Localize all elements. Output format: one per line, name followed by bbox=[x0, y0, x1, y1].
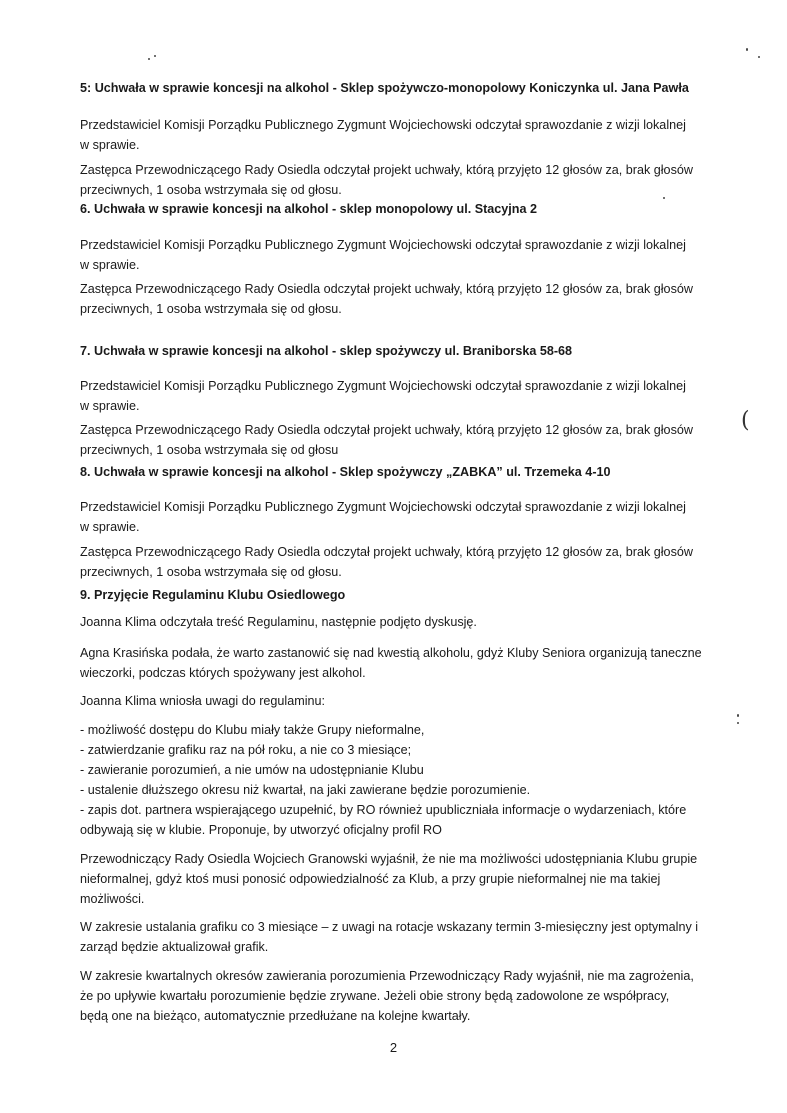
grafik-paragraph-line2: zarząd będzie aktualizował grafik. bbox=[80, 940, 269, 954]
section-7-vote-line2: przeciwnych, 1 osoba wstrzymała się od głosu bbox=[80, 443, 339, 457]
remark-item: - zapis dot. partnera wspierającego uzupełnić, by RO również upubliczniała informacje o wydarzeniach, które bbox=[80, 803, 687, 817]
section-8-report-line1: Przedstawiciel Komisji Porządku Publicznego Zygmunt Wojciechowski odczytał sprawozdanie z wizji lokalnej bbox=[80, 500, 686, 514]
scan-speck bbox=[148, 58, 150, 60]
granowski-paragraph-line2: nieformalnej, gdyż ktoś musi ponosić odpowiedzialność za Klub, a przy grupie nieformalnej nie ma takiej bbox=[80, 872, 661, 886]
kwartal-paragraph-line1: W zakresie kwartalnych okresów zawierania porozumienia Przewodniczący Rady wyjaśnił, nie ma zagrożenia, bbox=[80, 969, 694, 983]
krasinska-paragraph-line1: Agna Krasińska podała, że warto zastanowić się nad kwestią alkoholu, gdyż Kluby Seniora organizują taneczne bbox=[80, 646, 702, 660]
remark-item: - możliwość dostępu do Klubu miały także Grupy nieformalne, bbox=[80, 723, 425, 737]
section-8-vote-line2: przeciwnych, 1 osoba wstrzymała się od głosu. bbox=[80, 565, 342, 579]
grafik-paragraph-line1: W zakresie ustalania grafiku co 3 miesiące – z uwagi na rotacje wskazany termin 3-miesięczny jest optymalny i bbox=[80, 920, 699, 934]
remark-item: - zatwierdzanie grafiku raz na pół roku, a nie co 3 miesiące; bbox=[80, 743, 412, 757]
scan-mark-bracket: ( bbox=[741, 408, 750, 433]
section-6-heading: 6. Uchwała w sprawie koncesji na alkohol - sklep monopolowy ul. Stacyjna 2 bbox=[80, 202, 538, 216]
section-6-report-line2: w sprawie. bbox=[80, 258, 140, 272]
section-5-heading: 5: Uchwała w sprawie koncesji na alkohol - Sklep spożywczo-monopolowy Koniczynka ul. Jana Pawła bbox=[80, 81, 689, 95]
granowski-paragraph-line3: możliwości. bbox=[80, 892, 145, 906]
section-9-heading: 9. Przyjęcie Regulaminu Klubu Osiedlowego bbox=[80, 588, 346, 602]
krasinska-paragraph-line2: wieczorki, podczas których spożywany jest alkohol. bbox=[80, 666, 366, 680]
section-7-report-line1: Przedstawiciel Komisji Porządku Publicznego Zygmunt Wojciechowski odczytał sprawozdanie z wizji lokalnej bbox=[80, 379, 686, 393]
section-7-vote-line1: Zastępca Przewodniczącego Rady Osiedla odczytał projekt uchwały, którą przyjęto 12 głosów za, brak głosów bbox=[80, 423, 693, 437]
section-8-vote-line1: Zastępca Przewodniczącego Rady Osiedla odczytał projekt uchwały, którą przyjęto 12 głosów za, brak głosów bbox=[80, 545, 693, 559]
page-number: 2 bbox=[389, 1040, 398, 1055]
section-5-vote-line2: przeciwnych, 1 osoba wstrzymała się od głosu. bbox=[80, 183, 342, 197]
klima-remarks-intro: Joanna Klima wniosła uwagi do regulaminu: bbox=[80, 694, 326, 708]
section-5-report-line2: w sprawie. bbox=[80, 138, 140, 152]
klima-reading-paragraph: Joanna Klima odczytała treść Regulaminu, następnie podjęto dyskusję. bbox=[80, 615, 477, 629]
section-7-heading: 7. Uchwała w sprawie koncesji na alkohol - sklep spożywczy ul. Braniborska 58-68 bbox=[80, 344, 573, 358]
section-6-vote-line1: Zastępca Przewodniczącego Rady Osiedla odczytał projekt uchwały, którą przyjęto 12 głosów za, brak głosów bbox=[80, 282, 693, 296]
scan-speck bbox=[746, 48, 748, 51]
remark-item-continuation: odbywają się w klubie. Proponuje, by utworzyć oficjalny profil RO bbox=[80, 823, 442, 837]
section-6-vote-line2: przeciwnych, 1 osoba wstrzymała się od głosu. bbox=[80, 302, 342, 316]
scan-speck bbox=[154, 55, 156, 57]
section-5-report-line1: Przedstawiciel Komisji Porządku Publicznego Zygmunt Wojciechowski odczytał sprawozdanie z wizji lokalnej bbox=[80, 118, 686, 132]
section-8-report-line2: w sprawie. bbox=[80, 520, 140, 534]
kwartal-paragraph-line2: że po upływie kwartału porozumienie będzie zrywane. Jeżeli obie strony będą zadowolone ze współpracy, bbox=[80, 989, 670, 1003]
scan-speck bbox=[758, 56, 760, 58]
section-8-heading: 8. Uchwała w sprawie koncesji na alkohol - Sklep spożywczy „ZABKA” ul. Trzemeka 4-10 bbox=[80, 465, 611, 479]
granowski-paragraph-line1: Przewodniczący Rady Osiedla Wojciech Granowski wyjaśnił, że nie ma możliwości udostępniania Klubu grupie bbox=[80, 852, 698, 866]
section-5-vote-line1: Zastępca Przewodniczącego Rady Osiedla odczytał projekt uchwały, którą przyjęto 12 głosów za, brak głosów bbox=[80, 163, 693, 177]
remark-item: - zawieranie porozumień, a nie umów na udostępnianie Klubu bbox=[80, 763, 424, 777]
remark-item: - ustalenie dłuższego okresu niż kwartał, na jaki zawierane będzie porozumienie. bbox=[80, 783, 531, 797]
section-6-report-line1: Przedstawiciel Komisji Porządku Publicznego Zygmunt Wojciechowski odczytał sprawozdanie z wizji lokalnej bbox=[80, 238, 686, 252]
section-7-report-line2: w sprawie. bbox=[80, 399, 140, 413]
scan-speck bbox=[737, 714, 739, 717]
kwartal-paragraph-line3: będą one na bieżąco, automatycznie przedłużane na kolejne kwartały. bbox=[80, 1009, 471, 1023]
